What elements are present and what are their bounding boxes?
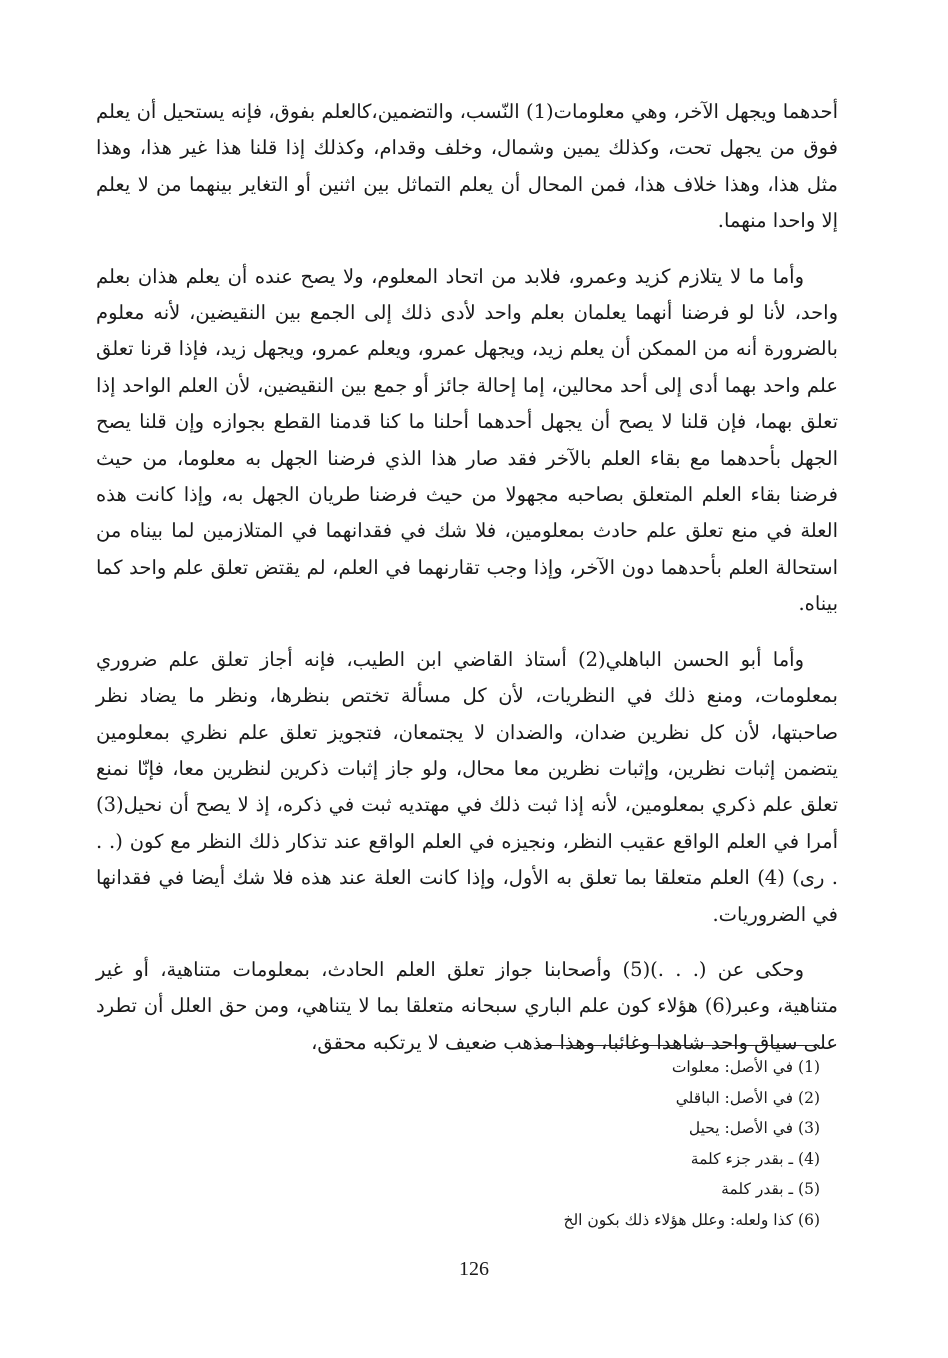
main-text — [96, 94, 838, 1080]
paragraph-2: وأما ما لا يتلازم كزيد وعمرو، فلابد من اتحاد المعلوم، ولا يصح عنده أن يعلم هذان بعلم واحد، لأنا لو فرضنا أنهما يعلمان بعلم واحد لأدى ذلك إلى الجمع بين النقيضين، لأنه معلوم بالضرورة أنه من الممكن أن يعلم زيد، ويجهل عمرو، ويعلم عمرو، ويجهل زيد، فإذا قرنا تعلق علم واحد بهما أدى إلى أحد محالين، إما إحالة جائز أو جمع بين النقيضين، لأن العلم الواحد إذا تعلق بهما، فإن قلنا لا يصح أن يجهل أحدهما أحلنا ما كنا قدمنا القطع بجوازه وإن قلنا يصح الجهل بأحدهما مع بقاء العلم بالآخر فقد صار هذا الذي فرضنا الجهل به معلوما، من حيث فرضنا بقاء العلم المتعلق بصاحبه مجهولا من حيث فرضنا طريان الجهل به، وإذا كانت هذه العلة في منع تعلق علم حادث بمعلومين، فلا شك في فقدانهما في المتلازمين لما بيناه من استحالة العلم بأحدهما دون الآخر، وإذا وجب تقارنهما في العلم، لم يقتض تعلق علم واحد كما بيناه. — [96, 264, 838, 616]
footnote-4: (4) ـ بقدر جزء كلمة — [690, 1149, 820, 1168]
paragraph-4: وحكى عن (. . .)(5) وأصحابنا جواز تعلق العلم الحادث، بمعلومات متناهية، أو غير متناهية، وعبر(6) هؤلاء كون علم الباري سبحانه متعلقا بما لا يتناهي، ومن حق العلل أن تطرد على سياق واحد شاهدا وغائبا، وهذا مذهب ضعيف لا يرتكبه محقق، — [96, 957, 838, 1054]
paragraph-1: أحدهما ويجهل الآخر، وهي معلومات(1) النّسب، والتضمين،كالعلم بفوق، فإنه يستحيل أن يعلم فوق من يجهل تحت، وكذلك يمين وشمال، وخلف وقدام، وكذلك إذا قلنا هذا غير هذا، وهذا مثل هذا، وهذا خلاف هذا، فمن المحال أن يعلم التماثل بين اثنين أو التغاير بينهما من لا يعلم إلا واحدا منهما. — [96, 100, 838, 233]
paragraph-3: وأما أبو الحسن الباهلي(2) أستاذ القاضي ابن الطيب، فإنه أجاز تعلق علم ضروري بمعلومات، ومنع ذلك في النظريات، لأن كل مسألة تختص بنظرها، ونظر ما يضاد نظر صاحبتها، لأن كل نظرين ضدان، والضدان لا يجتمعان، فتجويز تعلق علم نظري بمعلومين يتضمن إثبات نظرين، وإثبات نظرين معا محال، ولو جاز إثبات ذكرين لنظرين معا، فإنّا نمنع تعلق علم ذكري بمعلومين، لأنه إذا ثبت ذلك في مهتديه ثبت في ذكره، إذ لا يصح أن نحيل(3) أمرا في العلم الواقع عقيب النظر، ونجيزه في العلم الواقع عند تذكار ذلك النظر مع كون (. . . رى) (4) العلم متعلقا بما تعلق به الأول، وإذا كانت العلة عند هذه فلا شك أيضا في فقدانها في الضروريات. — [96, 647, 838, 926]
footnote-3: (3) في الأصل: يحيل — [688, 1119, 820, 1137]
footnote-5: (5) ـ بقدر كلمة — [721, 1180, 820, 1198]
footnotes-list — [380, 1052, 820, 1235]
footnote-2: (2) في الأصل: الباقلي — [675, 1088, 820, 1107]
footnote-separator — [536, 1045, 820, 1046]
page-number: 126 — [459, 1258, 489, 1280]
footnote-6: (6) كذا ولعله: وعلل هؤلاء ذلك بكون الخ — [563, 1210, 820, 1229]
footnote-1: (1) في الأصل: معلوات — [671, 1058, 820, 1076]
